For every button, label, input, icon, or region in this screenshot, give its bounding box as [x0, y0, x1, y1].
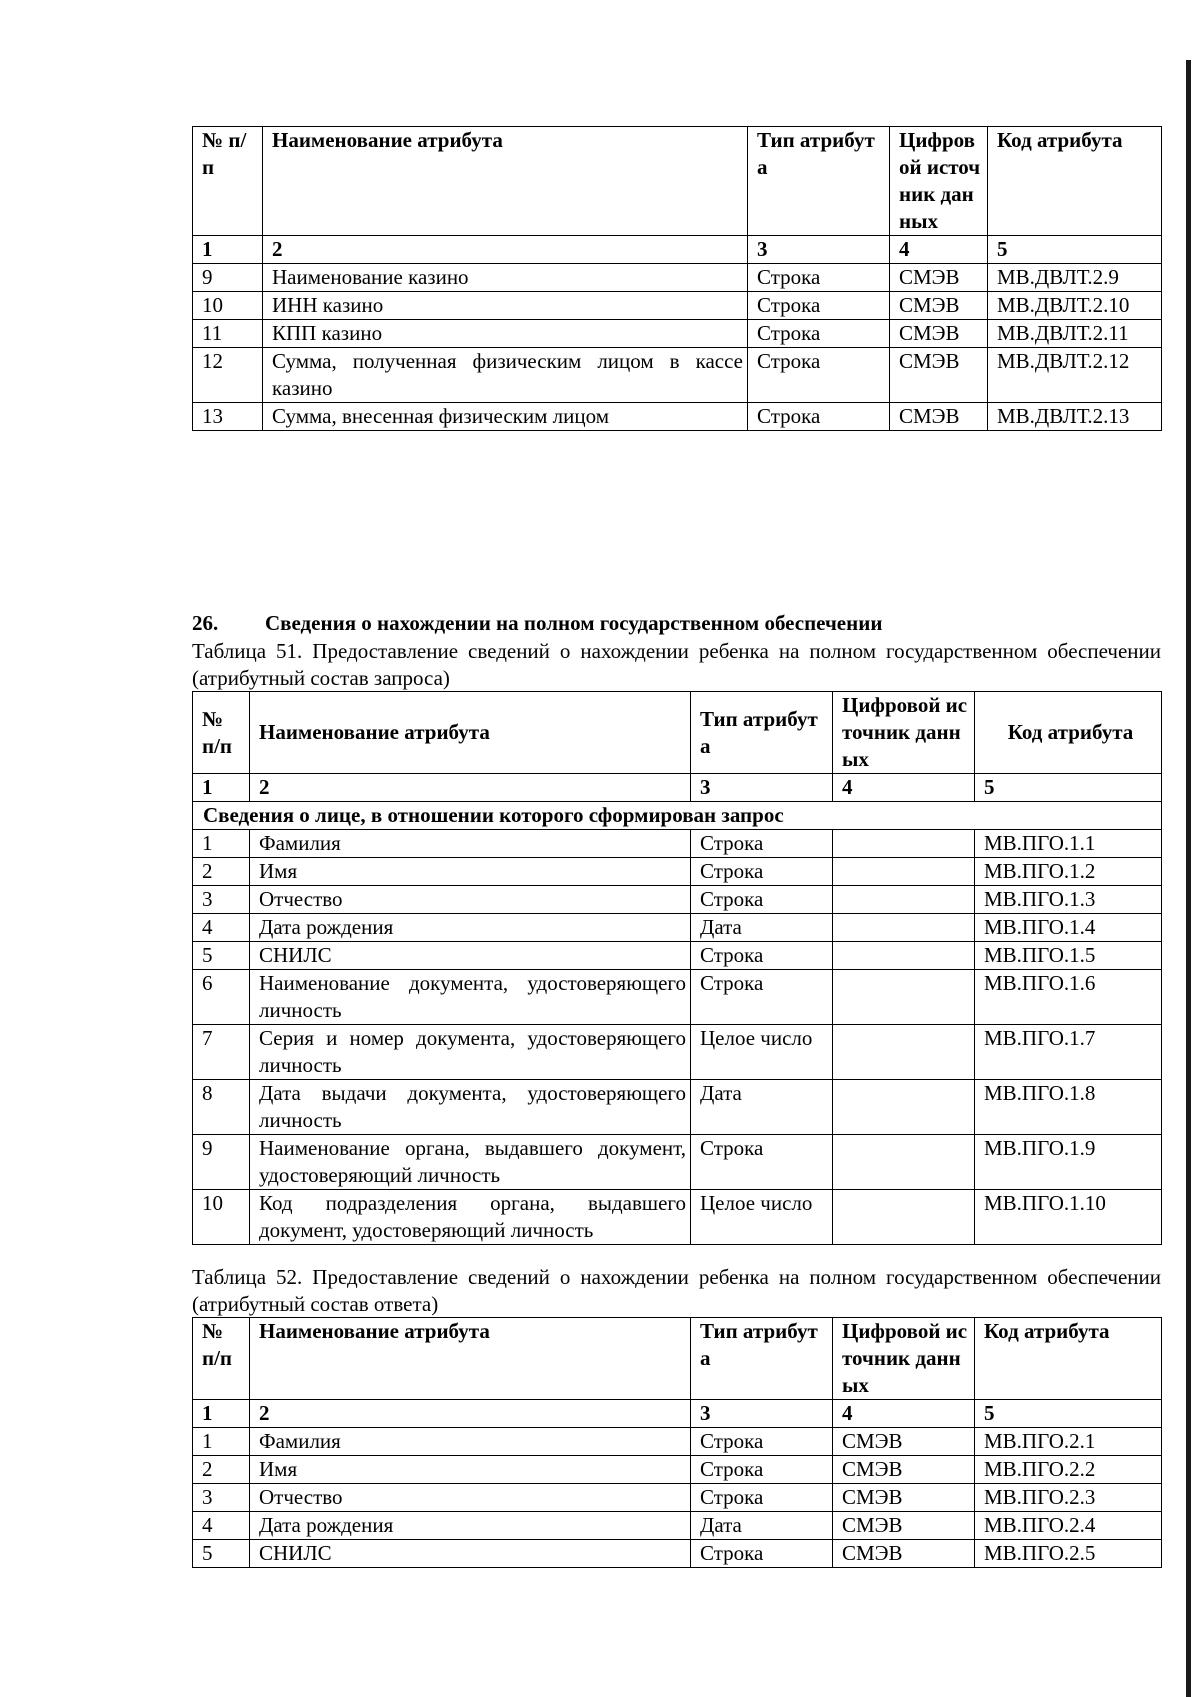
cell-name: Наименование казино — [263, 264, 748, 292]
header-cell-source: Цифровой источник данных — [833, 692, 975, 774]
cell-type: Строка — [748, 264, 890, 292]
header-cell-number: № п/п — [193, 1318, 250, 1400]
cell-name: ИНН казино — [263, 292, 748, 320]
cell-code: МВ.ДВЛТ.2.9 — [988, 264, 1162, 292]
cell-source: СМЭВ — [833, 1428, 975, 1456]
cell-code: МВ.ДВЛТ.2.13 — [988, 403, 1162, 431]
index-cell: 5 — [988, 236, 1162, 264]
cell-number: 2 — [193, 858, 250, 886]
table-50-continuation — [192, 126, 1161, 431]
header-cell-code: Код атрибута — [988, 127, 1162, 236]
section-row — [193, 802, 1162, 830]
header-cell-type: Тип атрибута — [691, 692, 833, 774]
cell-name: КПП казино — [263, 320, 748, 348]
cell-type: Целое число — [691, 1190, 833, 1245]
table-row — [193, 1456, 1162, 1484]
cell-source: СМЭВ — [890, 292, 988, 320]
cell-number: 13 — [193, 403, 263, 431]
cell-code: МВ.ПГО.2.5 — [975, 1540, 1162, 1568]
cell-name: Фамилия — [250, 830, 691, 858]
cell-code: МВ.ПГО.1.7 — [975, 1025, 1162, 1080]
cell-source — [833, 1190, 975, 1245]
index-cell: 4 — [890, 236, 988, 264]
cell-name: Наименование документа, удостоверяющего личность — [250, 970, 691, 1025]
cell-type: Строка — [748, 320, 890, 348]
index-cell: 3 — [691, 1400, 833, 1428]
cell-name: Наименование органа, выдавшего документ, удостоверяющий личность — [250, 1135, 691, 1190]
cell-name: Отчество — [250, 886, 691, 914]
index-cell: 3 — [748, 236, 890, 264]
cell-type: Строка — [748, 292, 890, 320]
column-index-row — [193, 774, 1162, 802]
cell-code: МВ.ПГО.1.4 — [975, 914, 1162, 942]
cell-source: СМЭВ — [833, 1456, 975, 1484]
table-row — [193, 1512, 1162, 1540]
table-row — [193, 970, 1162, 1025]
cell-type: Строка — [691, 1456, 833, 1484]
index-cell: 5 — [975, 1400, 1162, 1428]
index-cell: 3 — [691, 774, 833, 802]
cell-code: МВ.ПГО.1.8 — [975, 1080, 1162, 1135]
cell-number: 6 — [193, 970, 250, 1025]
table-row — [193, 1135, 1162, 1190]
cell-code: МВ.ПГО.1.1 — [975, 830, 1162, 858]
cell-number: 2 — [193, 1456, 250, 1484]
cell-source — [833, 830, 975, 858]
table-row — [193, 1428, 1162, 1456]
table-row — [193, 403, 1162, 431]
header-cell-type: Тип атрибута — [691, 1318, 833, 1400]
index-cell: 2 — [263, 236, 748, 264]
cell-number: 5 — [193, 942, 250, 970]
header-cell-name: Наименование атрибута — [250, 692, 691, 774]
cell-name: Сумма, внесенная физическим лицом — [263, 403, 748, 431]
table-row — [193, 914, 1162, 942]
section-heading — [192, 610, 1161, 637]
header-cell-name: Наименование атрибута — [250, 1318, 691, 1400]
cell-source: СМЭВ — [833, 1540, 975, 1568]
cell-type: Строка — [691, 1135, 833, 1190]
table-row — [193, 1025, 1162, 1080]
index-cell: 1 — [193, 774, 250, 802]
cell-number: 10 — [193, 292, 263, 320]
cell-number: 1 — [193, 1428, 250, 1456]
section-number: 26. — [192, 611, 219, 635]
header-cell-number: № п/п — [193, 127, 263, 236]
cell-type: Строка — [691, 970, 833, 1025]
cell-name: Отчество — [250, 1484, 691, 1512]
attribute-table — [192, 126, 1162, 431]
cell-source: СМЭВ — [890, 264, 988, 292]
attribute-table — [192, 691, 1162, 1245]
cell-source: СМЭВ — [890, 320, 988, 348]
cell-name: Имя — [250, 858, 691, 886]
table-row — [193, 858, 1162, 886]
table-52-caption: Таблица 52. Предоставление сведений о нахождении ребенка на полном государственном обеспечении (атрибутный состав ответа) — [192, 1265, 1161, 1316]
table-row — [193, 1080, 1162, 1135]
header-cell-source: Цифровой источник данных — [833, 1318, 975, 1400]
section-row-cell: Сведения о лице, в отношении которого сформирован запрос — [193, 802, 1162, 830]
cell-source — [833, 858, 975, 886]
cell-source — [833, 886, 975, 914]
cell-type: Строка — [691, 858, 833, 886]
header-cell-source: Цифровой источник данных — [890, 127, 988, 236]
table-row — [193, 292, 1162, 320]
index-cell: 2 — [250, 774, 691, 802]
cell-source — [833, 1080, 975, 1135]
cell-name: Дата рождения — [250, 1512, 691, 1540]
cell-type: Строка — [691, 942, 833, 970]
cell-type: Строка — [691, 1484, 833, 1512]
cell-type: Целое число — [691, 1025, 833, 1080]
table-row — [193, 830, 1162, 858]
table-51-request — [192, 691, 1161, 1245]
cell-source — [833, 914, 975, 942]
table-header-row — [193, 692, 1162, 774]
cell-number: 11 — [193, 320, 263, 348]
cell-code: МВ.ДВЛТ.2.10 — [988, 292, 1162, 320]
cell-code: МВ.ПГО.2.3 — [975, 1484, 1162, 1512]
table-row — [193, 1484, 1162, 1512]
cell-number: 10 — [193, 1190, 250, 1245]
header-cell-code: Код атрибута — [975, 692, 1162, 774]
cell-type: Дата — [691, 1512, 833, 1540]
cell-type: Строка — [691, 830, 833, 858]
cell-type: Строка — [691, 1428, 833, 1456]
cell-source: СМЭВ — [890, 348, 988, 403]
cell-number: 1 — [193, 830, 250, 858]
cell-type: Дата — [691, 1080, 833, 1135]
cell-source — [833, 970, 975, 1025]
cell-code: МВ.ДВЛТ.2.11 — [988, 320, 1162, 348]
table-row — [193, 1540, 1162, 1568]
cell-number: 4 — [193, 914, 250, 942]
cell-number: 5 — [193, 1540, 250, 1568]
column-index-row — [193, 236, 1162, 264]
cell-number: 9 — [193, 264, 263, 292]
cell-name: СНИЛС — [250, 1540, 691, 1568]
cell-number: 12 — [193, 348, 263, 403]
column-index-row — [193, 1400, 1162, 1428]
attribute-table — [192, 1317, 1162, 1568]
cell-code: МВ.ПГО.2.2 — [975, 1456, 1162, 1484]
cell-type: Дата — [691, 914, 833, 942]
cell-source: СМЭВ — [833, 1484, 975, 1512]
cell-code: МВ.ПГО.1.3 — [975, 886, 1162, 914]
table-row — [193, 942, 1162, 970]
table-header-row — [193, 127, 1162, 236]
header-cell-type: Тип атрибута — [748, 127, 890, 236]
header-cell-code: Код атрибута — [975, 1318, 1162, 1400]
index-cell: 2 — [250, 1400, 691, 1428]
cell-source — [833, 942, 975, 970]
cell-code: МВ.ПГО.1.9 — [975, 1135, 1162, 1190]
cell-source — [833, 1025, 975, 1080]
cell-number: 8 — [193, 1080, 250, 1135]
cell-source: СМЭВ — [833, 1512, 975, 1540]
table-row — [193, 886, 1162, 914]
table-row — [193, 264, 1162, 292]
cell-number: 3 — [193, 1484, 250, 1512]
table-header-row — [193, 1318, 1162, 1400]
cell-code: МВ.ПГО.1.10 — [975, 1190, 1162, 1245]
cell-code: МВ.ПГО.1.5 — [975, 942, 1162, 970]
header-cell-name: Наименование атрибута — [263, 127, 748, 236]
cell-name: Имя — [250, 1456, 691, 1484]
index-cell: 5 — [975, 774, 1162, 802]
cell-code: МВ.ПГО.2.1 — [975, 1428, 1162, 1456]
cell-code: МВ.ПГО.1.2 — [975, 858, 1162, 886]
cell-code: МВ.ПГО.2.4 — [975, 1512, 1162, 1540]
cell-type: Строка — [748, 348, 890, 403]
cell-name: Дата рождения — [250, 914, 691, 942]
table-52-response — [192, 1317, 1161, 1568]
cell-number: 7 — [193, 1025, 250, 1080]
cell-name: СНИЛС — [250, 942, 691, 970]
header-cell-number: № п/п — [193, 692, 250, 774]
index-cell: 4 — [833, 774, 975, 802]
cell-name: Код подразделения органа, выдавшего документ, удостоверяющий личность — [250, 1190, 691, 1245]
cell-code: МВ.ПГО.1.6 — [975, 970, 1162, 1025]
index-cell: 4 — [833, 1400, 975, 1428]
cell-type: Строка — [691, 886, 833, 914]
index-cell: 1 — [193, 236, 263, 264]
cell-name: Фамилия — [250, 1428, 691, 1456]
cell-code: МВ.ДВЛТ.2.12 — [988, 348, 1162, 403]
table-row — [193, 320, 1162, 348]
cell-name: Серия и номер документа, удостоверяющего личность — [250, 1025, 691, 1080]
cell-name: Сумма, полученная физическим лицом в кассе казино — [263, 348, 748, 403]
section-title: Сведения о нахождении на полном государственном обеспечении — [265, 611, 883, 635]
index-cell: 1 — [193, 1400, 250, 1428]
table-row — [193, 1190, 1162, 1245]
cell-number: 9 — [193, 1135, 250, 1190]
table-51-caption: Таблица 51. Предоставление сведений о нахождении ребенка на полном государственном обеспечении (атрибутный состав запроса) — [192, 639, 1161, 690]
cell-type: Строка — [748, 403, 890, 431]
cell-source — [833, 1135, 975, 1190]
cell-source: СМЭВ — [890, 403, 988, 431]
cell-name: Дата выдачи документа, удостоверяющего личность — [250, 1080, 691, 1135]
page-edge-shadow — [1186, 60, 1191, 1697]
cell-number: 4 — [193, 1512, 250, 1540]
cell-type: Строка — [691, 1540, 833, 1568]
cell-number: 3 — [193, 886, 250, 914]
table-row — [193, 348, 1162, 403]
